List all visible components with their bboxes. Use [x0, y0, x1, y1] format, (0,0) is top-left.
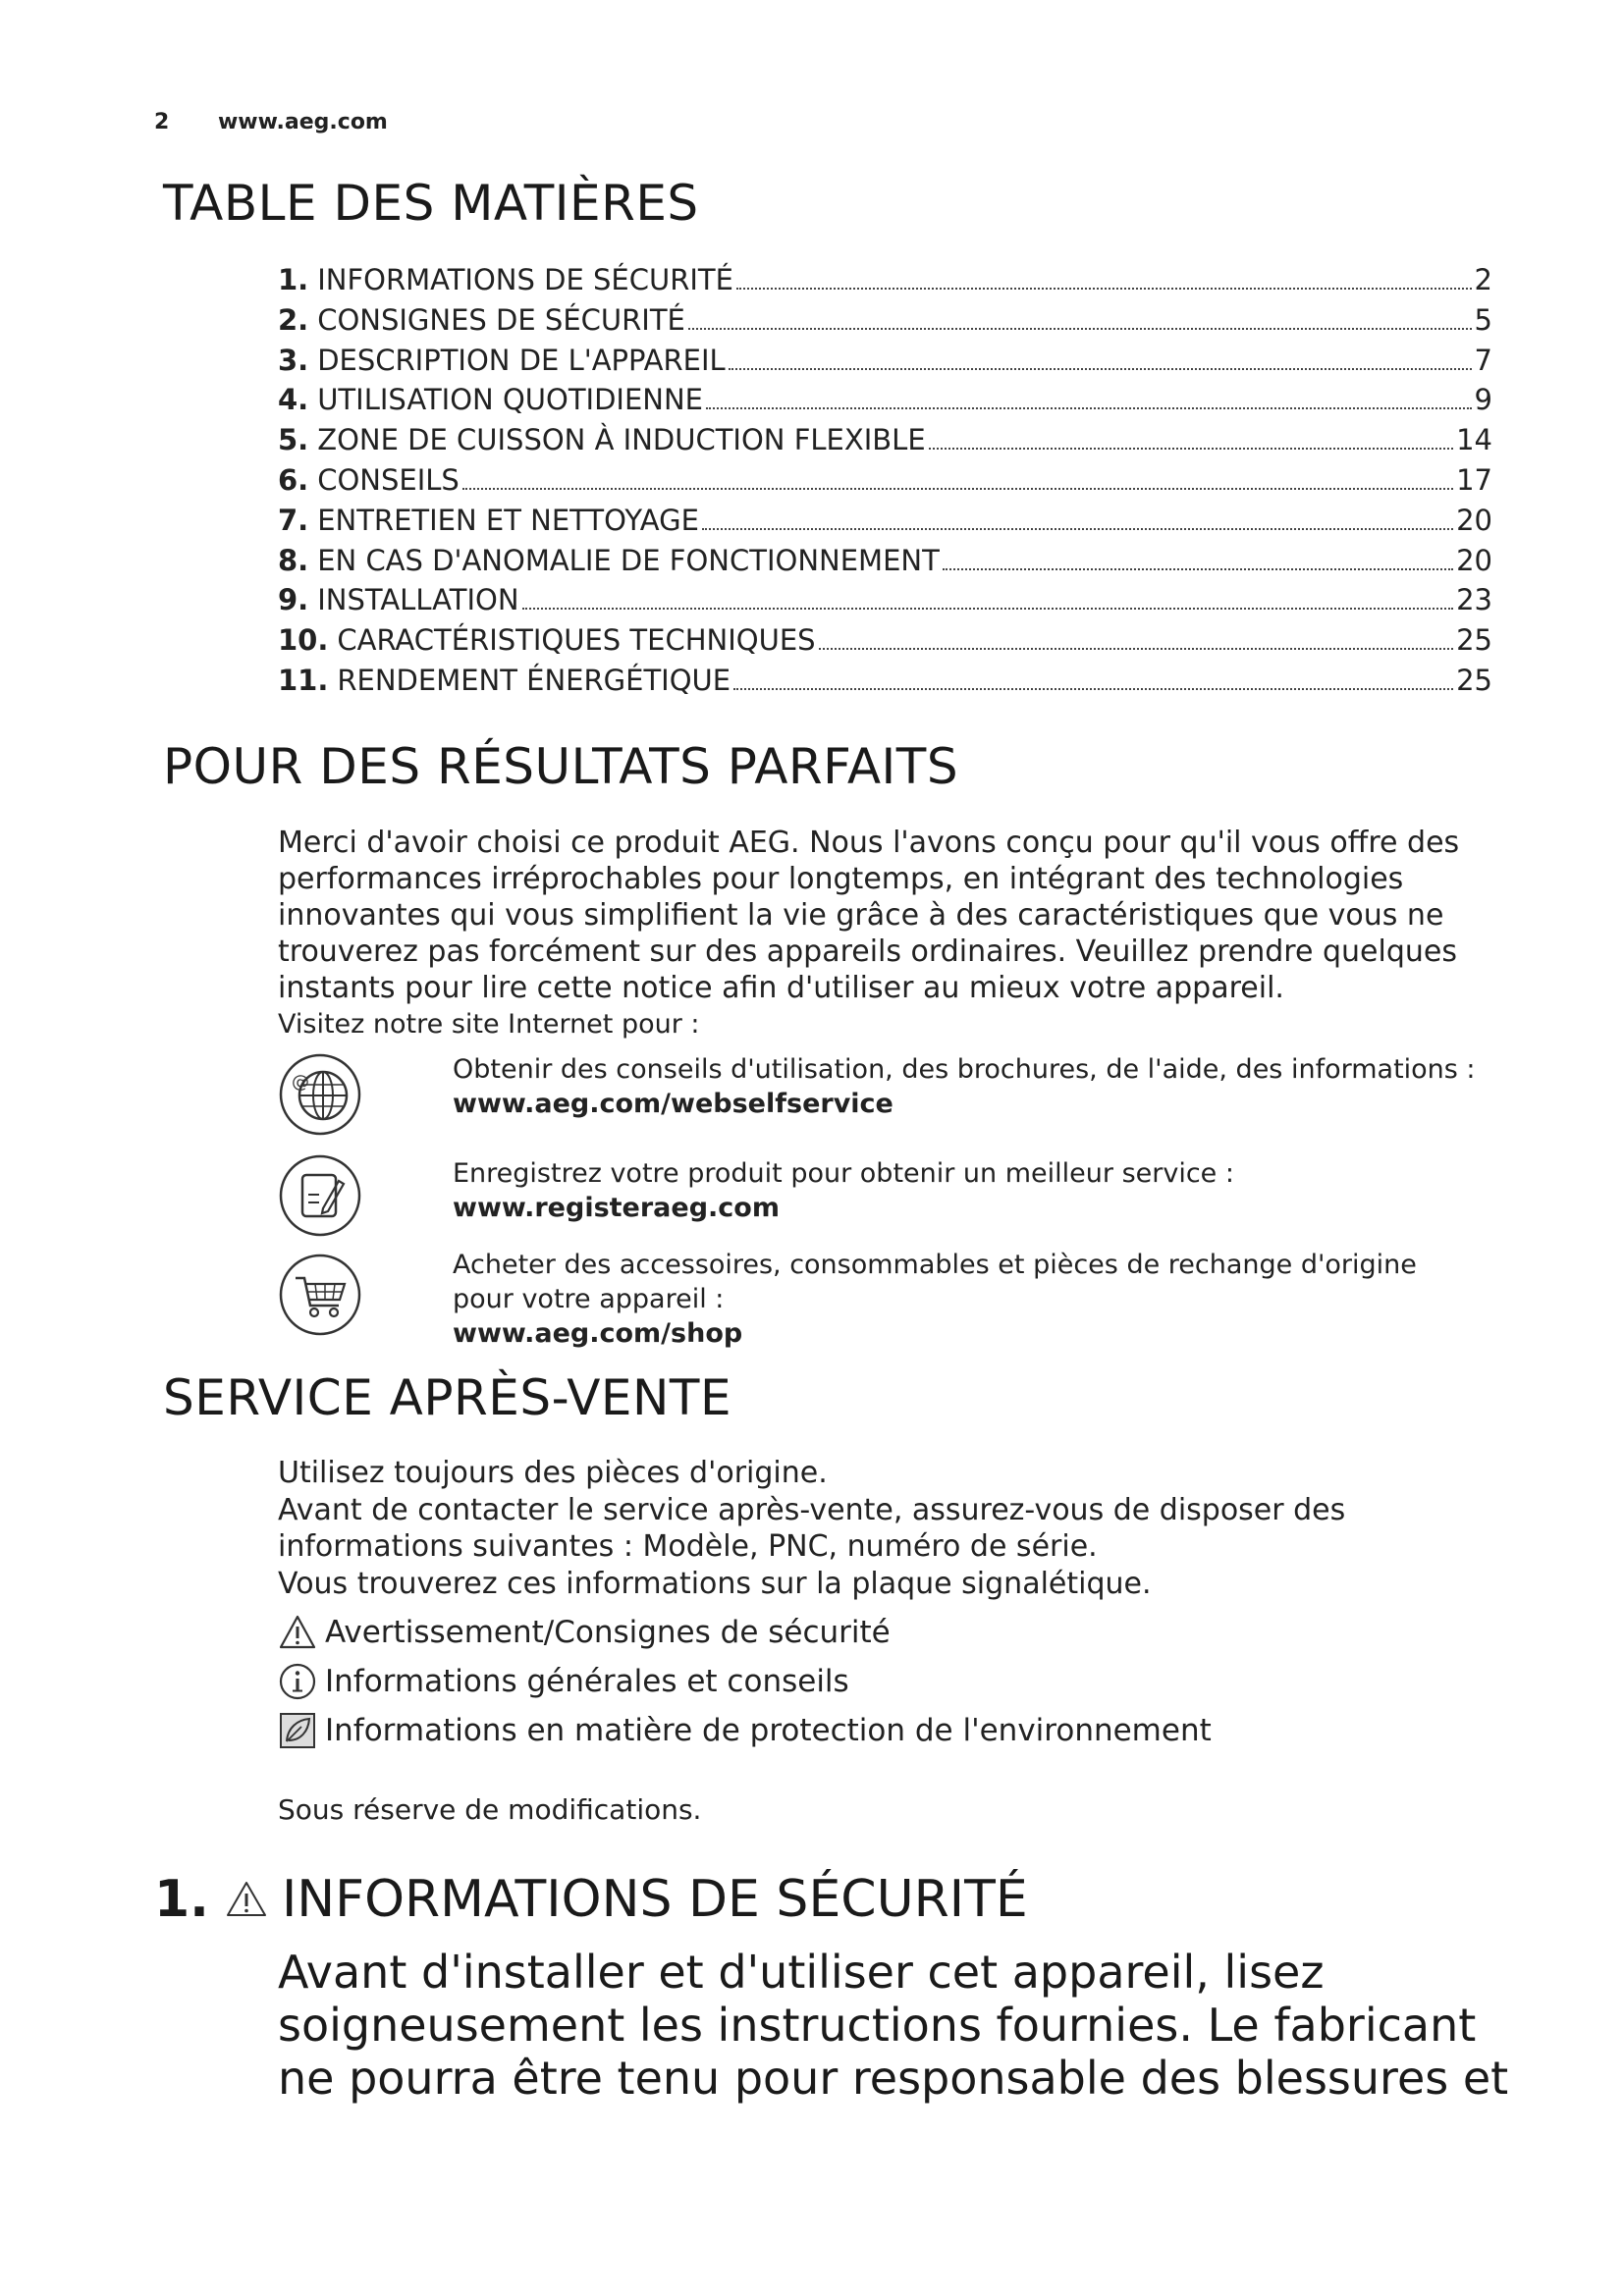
toc-item-label: INSTALLATION [317, 583, 519, 617]
toc-item-number: 5. [278, 423, 309, 457]
toc-item-page: 20 [1456, 543, 1492, 577]
shop-link[interactable]: www.aeg.com/shop [453, 1318, 743, 1349]
toc-leader [522, 608, 1454, 610]
toc-item-page: 2 [1474, 263, 1492, 296]
toc-leader [688, 328, 1472, 330]
toc-item-label: ENTRETIEN ET NETTOYAGE [317, 503, 699, 537]
toc-item-label: RENDEMENT ÉNERGÉTIQUE [337, 663, 731, 697]
toc-item-number: 4. [278, 383, 309, 417]
toc-item[interactable] [278, 344, 1492, 384]
website-link[interactable]: www.aeg.com [217, 110, 388, 134]
toc-leader [702, 528, 1453, 530]
toc-item-label: ZONE DE CUISSON À INDUCTION FLEXIBLE [317, 423, 926, 457]
table-of-contents [278, 263, 1492, 704]
contact-description: Acheter des accessoires, consommables et pièces de rechange d'origine pour votre appareil : [453, 1250, 1417, 1314]
toc-item-number: 6. [278, 462, 309, 497]
legend-info [278, 1662, 849, 1701]
toc-item-number: 1. [278, 263, 309, 296]
register-icon [278, 1153, 362, 1238]
toc-leader [736, 288, 1472, 290]
warning-icon [278, 1613, 317, 1652]
toc-item-label: UTILISATION QUOTIDIENNE [317, 383, 704, 417]
globe-icon [278, 1052, 362, 1137]
results-title: POUR DES RÉSULTATS PARFAITS [163, 738, 959, 795]
toc-item-label: CARACTÉRISTIQUES TECHNIQUES [337, 623, 816, 658]
toc-item[interactable] [278, 303, 1492, 344]
toc-item[interactable] [278, 423, 1492, 463]
toc-leader [733, 688, 1453, 690]
section-title: INFORMATIONS DE SÉCURITÉ [281, 1870, 1028, 1929]
service-line: Utilisez toujours des pièces d'origine. [278, 1456, 828, 1490]
results-paragraph: Merci d'avoir choisi ce produit AEG. Nous l'avons conçu pour qu'il vous offre des performances irréprochables pour longtemps, en intégrant des technologies innovantes qui vous simplifient la vie grâce à des caractéristiques que vous ne trouverez pas forcément sur des appareils ordinaires. Veuillez prendre quelques instants pour lire cette notice afin d'utiliser au mieux votre appareil. [278, 826, 1460, 1005]
page-number: 2 [154, 110, 170, 134]
legend-label: Informations en matière de protection de l'environnement [325, 1713, 1212, 1748]
toc-item-number: 3. [278, 343, 309, 377]
page-header [154, 110, 388, 134]
toc-item[interactable] [278, 463, 1492, 504]
section-number: 1. [154, 1870, 209, 1929]
contact-description: Enregistrez votre produit pour obtenir un meilleur service : [453, 1158, 1234, 1189]
service-title: SERVICE APRÈS-VENTE [163, 1369, 732, 1426]
toc-item-number: 7. [278, 503, 309, 537]
service-line: Vous trouverez ces informations sur la plaque signalétique. [278, 1566, 1152, 1601]
toc-item[interactable] [278, 583, 1492, 623]
toc-leader [929, 448, 1453, 450]
contact-description: Obtenir des conseils d'utilisation, des brochures, de l'aide, des informations : [453, 1054, 1476, 1085]
toc-item[interactable] [278, 263, 1492, 303]
legend-label: Avertissement/Consignes de sécurité [325, 1615, 891, 1650]
toc-item-page: 17 [1456, 462, 1492, 497]
service-body [278, 1455, 1505, 1602]
toc-item-page: 25 [1456, 663, 1492, 697]
toc-leader [819, 648, 1454, 650]
toc-item-label: CONSIGNES DE SÉCURITÉ [317, 302, 685, 337]
toc-item-page: 25 [1456, 623, 1492, 658]
toc-leader [943, 568, 1453, 570]
warning-icon [225, 1880, 268, 1919]
legend-warning [278, 1613, 891, 1652]
toc-item-page: 14 [1456, 423, 1492, 457]
modification-note: Sous réserve de modifications. [278, 1793, 702, 1826]
toc-item-page: 9 [1474, 383, 1492, 417]
toc-item-label: DESCRIPTION DE L'APPAREIL [317, 343, 726, 377]
toc-item[interactable] [278, 383, 1492, 423]
section-1-intro: Avant d'installer et d'utiliser cet appareil, lisez soigneusement les instructions fournies. Le fabricant ne pourra être tenu pour responsable des blessures et [278, 1946, 1509, 2105]
service-line: Avant de contacter le service après-vente, assurez-vous de disposer des informations suivantes : Modèle, PNC, numéro de série. [278, 1492, 1346, 1564]
toc-title: TABLE DES MATIÈRES [163, 175, 699, 232]
webselfservice-link[interactable]: www.aeg.com/webselfservice [453, 1089, 893, 1119]
toc-item-page: 5 [1474, 302, 1492, 337]
toc-leader [462, 488, 1453, 490]
toc-item[interactable] [278, 544, 1492, 584]
svg-text:@: @ [292, 1072, 309, 1093]
section-1-heading [154, 1870, 1028, 1929]
toc-item[interactable] [278, 623, 1492, 664]
legend-environment [278, 1711, 1212, 1750]
toc-item-number: 9. [278, 583, 309, 617]
toc-item-page: 7 [1474, 343, 1492, 377]
legend-label: Informations générales et conseils [325, 1664, 849, 1699]
toc-item-label: CONSEILS [317, 462, 460, 497]
toc-item-page: 20 [1456, 503, 1492, 537]
toc-item-number: 2. [278, 302, 309, 337]
toc-leader [729, 368, 1472, 370]
toc-leader [706, 407, 1472, 409]
toc-item[interactable] [278, 504, 1492, 544]
results-body [278, 825, 1505, 1042]
register-link[interactable]: www.registeraeg.com [453, 1193, 780, 1223]
toc-item-number: 11. [278, 663, 329, 697]
toc-item-page: 23 [1456, 583, 1492, 617]
cart-icon [278, 1253, 362, 1337]
leaf-icon [278, 1711, 317, 1750]
toc-item-number: 10. [278, 623, 329, 658]
toc-item[interactable] [278, 664, 1492, 704]
toc-item-label: EN CAS D'ANOMALIE DE FONCTIONNEMENT [317, 543, 940, 577]
visit-line: Visitez notre site Internet pour : [278, 1009, 700, 1040]
toc-item-number: 8. [278, 543, 309, 577]
toc-item-label: INFORMATIONS DE SÉCURITÉ [317, 263, 733, 296]
info-icon [278, 1662, 317, 1701]
